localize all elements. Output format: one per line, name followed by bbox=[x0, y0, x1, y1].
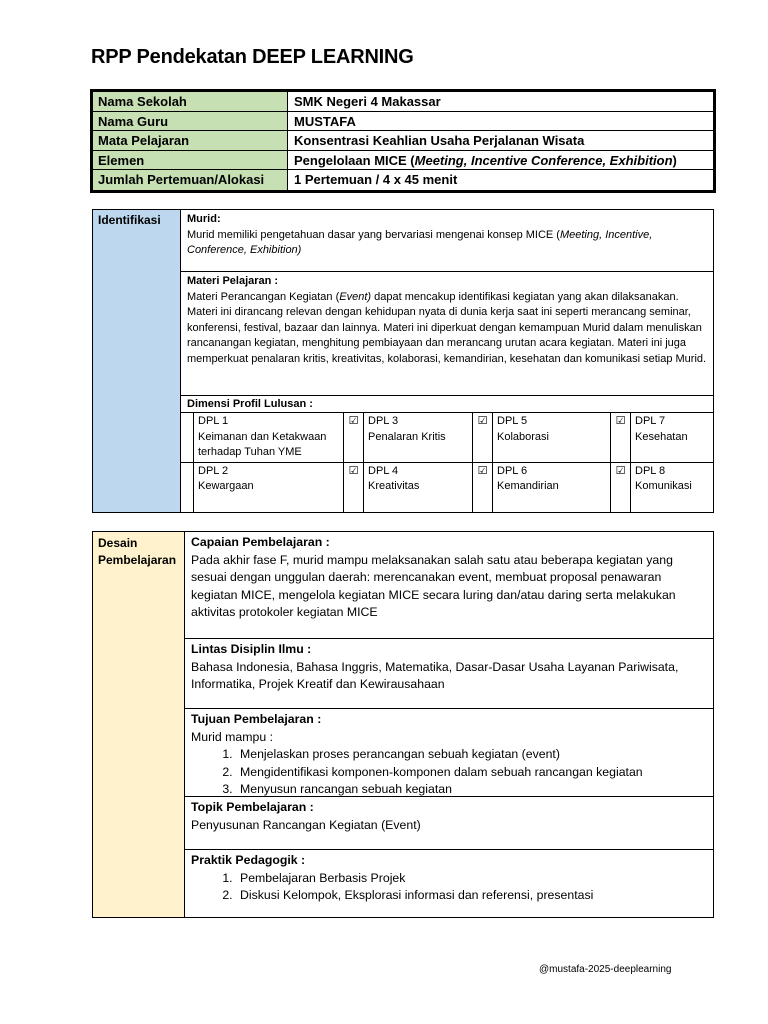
tujuan-block bbox=[185, 709, 713, 797]
desain-label: Desain Pembelajaran bbox=[93, 532, 185, 917]
tujuan-intro: Murid mampu : bbox=[191, 729, 274, 744]
info-label: Jumlah Pertemuan/Alokasi bbox=[93, 170, 288, 190]
capaian-block bbox=[185, 532, 713, 639]
info-value: SMK Negeri 4 Makassar bbox=[294, 94, 441, 109]
murid-block bbox=[181, 210, 713, 272]
info-row-teacher bbox=[93, 112, 713, 132]
topik-text: Penyusunan Rancangan Kegiatan (Event) bbox=[191, 817, 421, 832]
topik-block bbox=[185, 797, 713, 850]
dpl-cell: DPL 5 Kolaborasi bbox=[493, 413, 611, 463]
murid-heading: Murid: bbox=[187, 213, 221, 225]
lintas-text: Bahasa Indonesia, Bahasa Inggris, Matematika, Dasar-Dasar Usaha Layanan Pariwisata, Informatika, Projek Kreatif dan Kewirausahaan bbox=[191, 659, 679, 691]
identifikasi-section bbox=[92, 209, 714, 513]
info-row-subject bbox=[93, 131, 713, 151]
info-value: 1 Pertemuan / 4 x 45 menit bbox=[294, 172, 458, 188]
checkbox-icon[interactable]: ☑ bbox=[611, 463, 631, 513]
info-label: Nama Sekolah bbox=[93, 92, 288, 111]
info-label: Mata Pelajaran bbox=[93, 131, 288, 150]
checkbox-icon[interactable]: ☑ bbox=[344, 463, 364, 513]
info-value: Pengelolaan MICE (Meeting, Incentive Conference, Exhibition) bbox=[294, 152, 677, 168]
dimensi-heading: Dimensi Profil Lulusan : bbox=[187, 398, 313, 410]
materi-block bbox=[181, 272, 713, 396]
lintas-block bbox=[185, 639, 713, 709]
dpl-cell: DPL 3 Penalaran Kritis bbox=[364, 413, 473, 463]
info-row-school bbox=[93, 92, 713, 112]
topik-heading: Topik Pembelajaran : bbox=[191, 800, 314, 814]
murid-text: Murid memiliki pengetahuan dasar yang bervariasi mengenai konsep MICE (Meeting, Incentive, Conference, Exhibition) bbox=[187, 228, 653, 256]
capaian-heading: Capaian Pembelajaran : bbox=[191, 535, 330, 549]
info-row-allocation bbox=[93, 170, 713, 190]
materi-text: Materi Perancangan Kegiatan (Event) dapat mencakup identifikasi kegiatan yang akan dilaksanakan. Materi ini dirancang relevan dengan kehidupan nyata di dunia kerja saat ini seperti merancang seminar, konferensi, festival, bazaar dan lainnya. Materi ini diperkuat dengan kemampuan Murid dalam menuliskan rancanangan kegiatan, menghitung pembiayaan dan merancang urutan acara kegiatan. Materi ini juga memperkuat penalaran kritis, kreativitas, kolaborasi, kemandirian, kesehatan dan komunikasi setiap Murid. bbox=[187, 290, 707, 365]
praktik-list bbox=[191, 870, 707, 905]
list-item: 1. Pembelajaran Berbasis Projek bbox=[236, 870, 707, 888]
dimensi-block bbox=[181, 396, 713, 512]
identifikasi-label: Identifikasi bbox=[93, 210, 181, 512]
tujuan-list bbox=[191, 746, 707, 799]
checkbox-icon[interactable]: ☑ bbox=[473, 463, 493, 513]
checkbox-icon[interactable]: ☑ bbox=[344, 413, 364, 463]
list-item: 2. Diskusi Kelompok, Eksplorasi informasi dan referensi, presentasi bbox=[236, 887, 707, 905]
desain-section bbox=[92, 531, 714, 918]
info-row-element bbox=[93, 151, 713, 171]
page-title: RPP Pendekatan DEEP LEARNING bbox=[91, 46, 414, 68]
praktik-block bbox=[185, 850, 713, 917]
dpl-cell: DPL 2 Kewargaan bbox=[194, 463, 344, 513]
info-table bbox=[90, 89, 716, 193]
praktik-heading: Praktik Pedagogik : bbox=[191, 853, 306, 867]
footer-text: @mustafa-2025-deeplearning bbox=[539, 964, 672, 975]
dpl-cell: DPL 7 Kesehatan bbox=[631, 413, 713, 463]
materi-heading: Materi Pelajaran : bbox=[187, 275, 279, 288]
info-value: Konsentrasi Keahlian Usaha Perjalanan Wisata bbox=[294, 133, 585, 149]
info-value: MUSTAFA bbox=[294, 113, 356, 129]
list-item: 3. Menyusun rancangan sebuah kegiatan bbox=[236, 781, 707, 799]
dpl-cell: DPL 4 Kreativitas bbox=[364, 463, 473, 513]
tujuan-heading: Tujuan Pembelajaran : bbox=[191, 712, 322, 726]
capaian-text: Pada akhir fase F, murid mampu melaksanakan salah satu atau beberapa kegiatan yang sesuai dengan unggulan daerah: merencanakan event, membuat proposal penawaran kegiatan MICE, mengelola kegiatan MICE secara luring dan/atau daring serta melakukan aktivitas protokoler kegiatan MICE bbox=[191, 552, 676, 619]
info-label: Elemen bbox=[93, 151, 288, 170]
dpl-cell: DPL 8 Komunikasi bbox=[635, 464, 692, 492]
dpl-cell: DPL 1 Keimanan dan Ketakwaan terhadap Tuhan YME bbox=[194, 413, 344, 463]
checkbox-icon[interactable]: ☑ bbox=[473, 413, 493, 463]
info-label: Nama Guru bbox=[93, 112, 288, 131]
dpl-grid bbox=[181, 412, 713, 512]
list-item: 2. Mengidentifikasi komponen-komponen dalam sebuah rancangan kegiatan bbox=[236, 764, 707, 782]
dpl-cell: DPL 6 Kemandirian bbox=[493, 463, 611, 513]
list-item: 1. Menjelaskan proses perancangan sebuah kegiatan (event) bbox=[236, 746, 707, 764]
lintas-heading: Lintas Disiplin Ilmu : bbox=[191, 642, 312, 656]
checkbox-icon[interactable]: ☑ bbox=[611, 413, 631, 463]
